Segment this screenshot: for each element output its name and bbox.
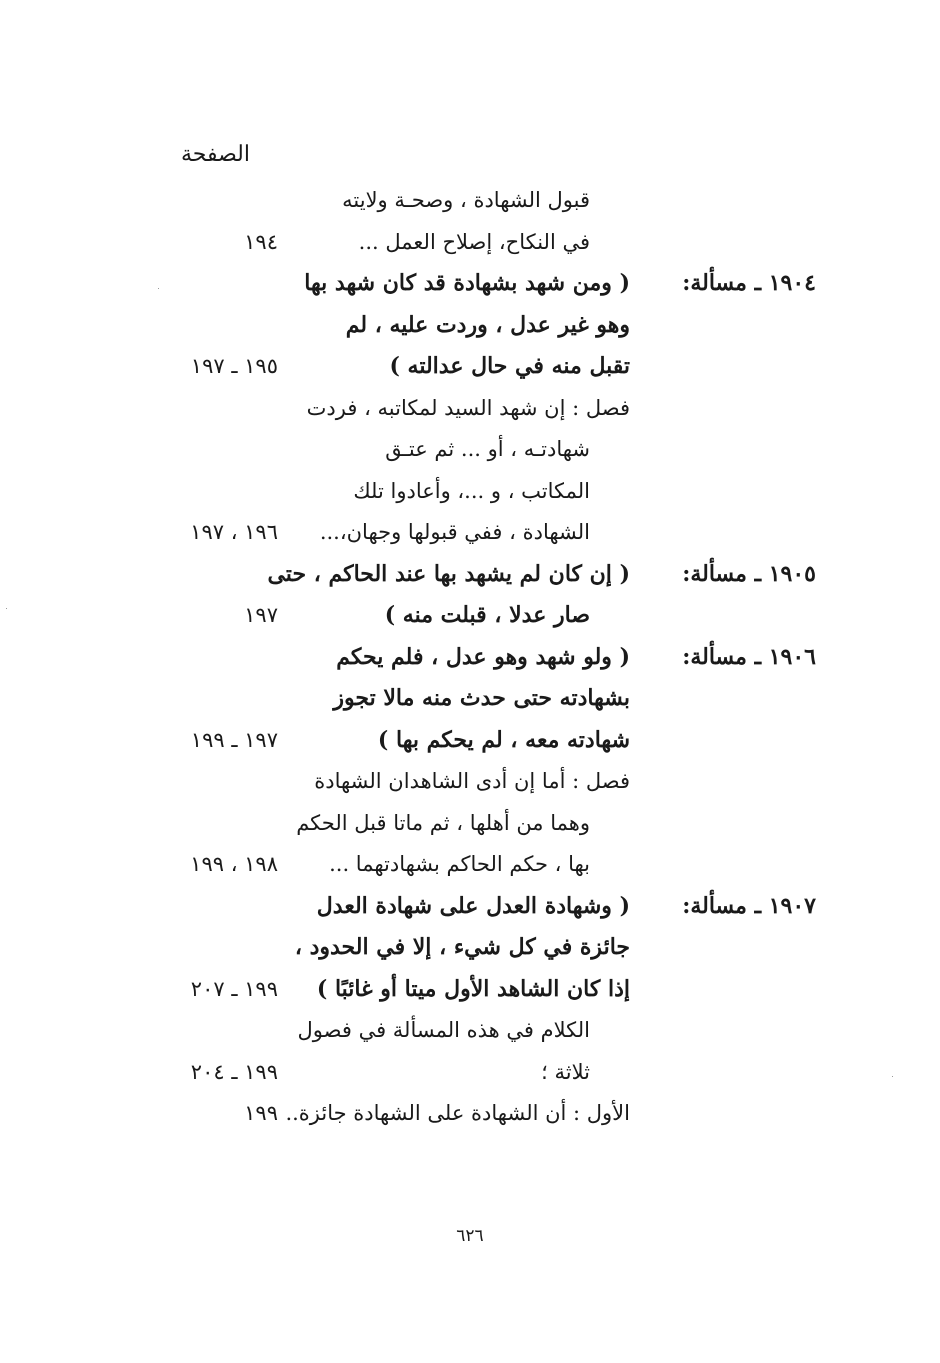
list-item (0, 222, 940, 264)
page-reference: ١٩٧ ـ ١٩٩ (190, 727, 278, 752)
list-item (0, 595, 940, 637)
entry-text: وهما من أهلها ، ثم ماتا قبل الحكم (296, 810, 590, 835)
page-column-header: الصفحة (180, 142, 250, 167)
entry-text: في النكاح، إصلاح العمل ... (358, 229, 590, 254)
list-item (0, 844, 940, 886)
entry-label: ١٩٠٥ ـ مسألة: (682, 560, 816, 587)
list-item (0, 305, 940, 347)
entry-text: فصل : إن شهد السيد لمكاتبه ، فردت (306, 395, 630, 420)
list-item (0, 1093, 940, 1135)
index-list (0, 180, 940, 1135)
list-item (0, 180, 940, 222)
page-reference: ١٩٧ (244, 603, 278, 627)
list-item (0, 512, 940, 554)
list-item (0, 1052, 940, 1094)
page-number: ٦٢٦ (456, 1226, 484, 1246)
entry-text: قبول الشهادة ، وصحـة ولايته (342, 188, 590, 212)
page-reference: ١٩٨ ، ١٩٩ (190, 852, 278, 876)
page-reference: ١٩٩ (244, 1101, 278, 1125)
entry-text: الكلام في هذه المسألة في فصول (297, 1018, 590, 1042)
entry-text: الأول : أن الشهادة على الشهادة جائزة.. (285, 1101, 630, 1125)
entry-text: بشهادته حتى حدث منه مالا تجوز (333, 685, 630, 711)
entry-text: ( وشهادة العدل على شهادة العدل (316, 892, 630, 919)
entry-text: المكاتب ، و ...، وأعادوا تلك (353, 478, 590, 503)
page-reference: ١٩٥ ـ ١٩٧ (190, 354, 278, 378)
list-item (0, 886, 940, 928)
entry-text: جائزة في كل شيء ، إلا في الحدود ، (294, 934, 630, 960)
entry-text: الشهادة ، ففي قبولها وجهان،... (319, 520, 590, 544)
entry-text: تقبل منه في حال عدالته ) (389, 353, 630, 379)
list-item (0, 1010, 940, 1052)
list-item (0, 429, 940, 471)
page-reference: ١٩٩ ـ ٢٠٧ (190, 976, 278, 1001)
list-item (0, 263, 940, 305)
list-item (0, 637, 940, 679)
scan-speck (6, 608, 7, 609)
list-item (0, 388, 940, 430)
entry-text: فصل : أما إن أدى الشاهدان الشهادة (314, 769, 630, 793)
entry-text: ( ومن شهد بشهادة قد كان شهد بها (304, 270, 630, 296)
scan-speck (158, 288, 159, 289)
entry-text: شهادتـه ، أو ... ثم عتـق (385, 437, 590, 461)
list-item (0, 554, 940, 596)
entry-text: بها ، حكم الحاكم بشهادتهما ... (329, 852, 590, 876)
entry-label: ١٩٠٧ ـ مسألة: (682, 892, 816, 919)
entry-text: ثلاثة ؛ (541, 1059, 590, 1084)
list-item (0, 346, 940, 388)
list-item (0, 471, 940, 513)
entry-text: إذا كان الشاهد الأول ميتا أو غائبًا ) (316, 975, 630, 1002)
list-item (0, 678, 940, 720)
entry-label: ١٩٠٦ ـ مسألة: (682, 643, 816, 670)
entry-label: ١٩٠٤ ـ مسألة: (682, 270, 816, 296)
entry-text: وهو غير عدل ، وردت عليه ، لم (345, 311, 630, 338)
list-item (0, 803, 940, 845)
entry-text: صار عدلا ، قبلت منه ) (384, 602, 590, 628)
entry-text: ( إن كان لم يشهد بها عند الحاكم ، حتى (267, 560, 630, 587)
page-reference: ١٩٤ (244, 229, 278, 254)
page-reference: ١٩٦ ، ١٩٧ (190, 520, 278, 544)
list-item (0, 927, 940, 969)
list-item (0, 761, 940, 803)
list-item (0, 969, 940, 1011)
page-reference: ١٩٩ ـ ٢٠٤ (190, 1059, 278, 1084)
list-item (0, 720, 940, 762)
entry-text: ( ولو شهد وهو عدل ، فلم يحكم (336, 643, 630, 670)
scan-speck (892, 1076, 893, 1077)
entry-text: شهادته معه ، لم يحكم بها ) (377, 726, 630, 753)
